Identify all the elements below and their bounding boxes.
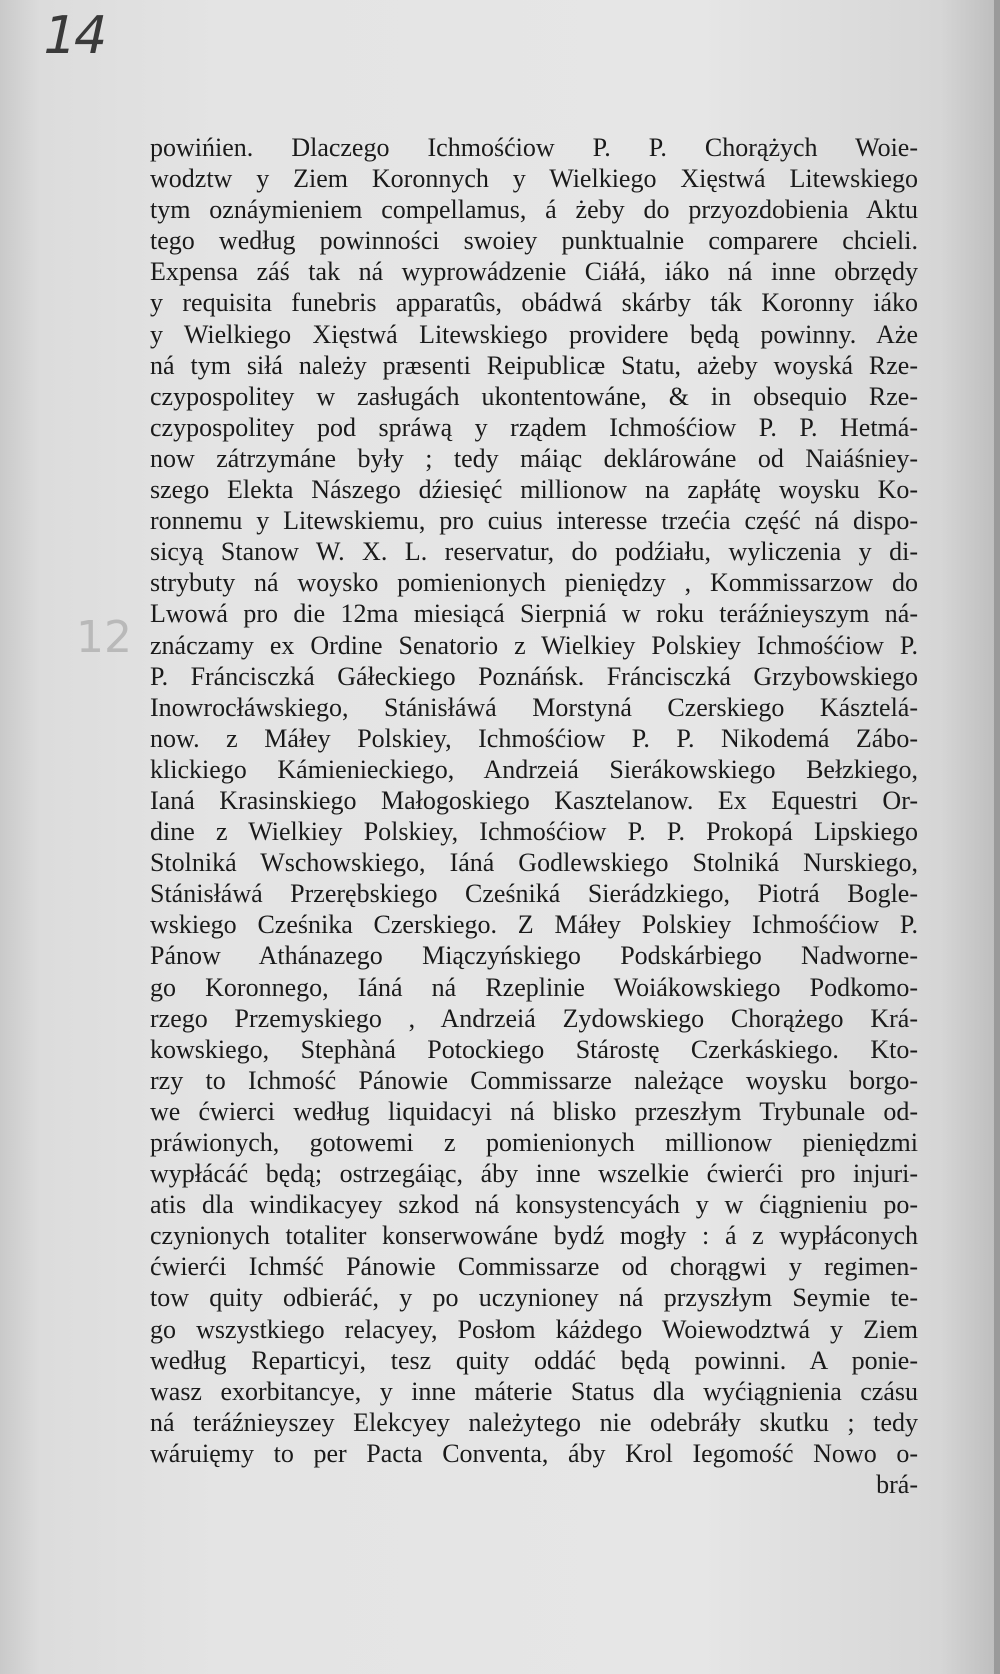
folio-number: 14: [36, 6, 112, 66]
text-line: kowskiego, Stephàná Potockiego Stárostę Czerkáskiego. Kto-: [150, 1034, 918, 1064]
text-line: y Wielkiego Xięstwá Litewskiego providere będą powinny. Aże: [150, 319, 918, 349]
text-line: ćwierći Ichmść Pánowie Commissarze od chorągwi y regimen-: [150, 1252, 918, 1282]
text-line: dine z Wielkiey Polskiey, Ichmośćiow P. P. Prokopá Lipskiego: [150, 817, 918, 847]
text-line: klickiego Kámienieckiego, Andrzeiá Sierákowskiego Bełzkiego,: [150, 754, 918, 784]
text-line: czynionych totaliter konserwowáne bydź mogły : á z wypłáconych: [150, 1221, 918, 1251]
text-line: we ćwierci według liquidacyi ná blisko przeszłym Trybunale od-: [150, 1096, 918, 1126]
text-line: powińien. Dlaczego Ichmośćiow P. P. Chorążych Woie-: [150, 133, 918, 162]
text-line: atis dla windikacyey szkod ná konsystencyách y w ćiągnieniu po-: [150, 1190, 918, 1220]
text-line: go wszystkiego relacyey, Posłom káżdego Woiewodztwá y Ziem: [150, 1314, 918, 1344]
text-line: według Reparticyi, tesz quity oddáć będą powinni. A ponie-: [150, 1345, 918, 1375]
text-line: go Koronnego, Iáná ná Rzeplinie Woiákowskiego Podkomo-: [150, 972, 918, 1002]
text-line: Ianá Krasinskiego Małogoskiego Kasztelanow. Ex Equestri Or-: [150, 785, 918, 815]
text-line: y requisita funebris apparatûs, obádwá skárby ták Koronny iáko: [150, 288, 918, 318]
text-line: Stolniká Wschowskiego, Iáná Godlewskiego Stolniká Nurskiego,: [150, 848, 918, 878]
text-line: czypospolitey pod spráwą y rządem Ichmośćiow P. P. Hetmá-: [150, 412, 918, 442]
text-line: P. Fráncisczká Gáłeckiego Poznáńsk. Fráncisczká Grzybowskiego: [150, 661, 918, 691]
text-line: rzy to Ichmość Pánowie Commissarze należące woysku borgo-: [150, 1065, 918, 1095]
text-line: práwionych, gotowemi z pomienionych millionow pieniędzmi: [150, 1128, 918, 1157]
text-line: rzego Przemyskiego , Andrzeiá Zydowskiego Chorążego Krá-: [150, 1003, 918, 1033]
text-line: brá-: [876, 1470, 918, 1500]
text-line: wasz exorbitancye, y inne máterie Status dla wyćiągnienia czásu: [150, 1376, 918, 1406]
text-line: now. z Máłey Polskiey, Ichmośćiow P. P. Nikodemá Zábo-: [150, 723, 918, 753]
text-line: Inowrocłáwskiego, Stánisłáwá Morstyná Czerskiego Kásztelá-: [150, 692, 918, 722]
text-line: ná teráźnieyszey Elekcyey należytego nie odebráły skutku ; tedy: [150, 1407, 918, 1437]
text-line: Stánisłáwá Przerębskiego Cześniká Sierádzkiego, Piotrá Bogle-: [150, 879, 918, 909]
text-line: tow quity odbieráć, y po uczynioney ná przyszłym Seymie te-: [150, 1283, 918, 1313]
text-line: wskiego Cześnika Czerskiego. Z Máłey Polskiey Ichmośćiow P.: [150, 910, 918, 940]
text-line: now zátrzymáne były ; tedy máiąc deklárowáne od Naiáśniey-: [150, 443, 918, 473]
text-line: Pánow Athánazego Miączyńskiego Podskárbiego Nadworne-: [150, 941, 918, 971]
page-edge: [994, 0, 1000, 1674]
text-line: wodztw y Ziem Koronnych y Wielkiego Xięstwá Litewskiego: [150, 164, 918, 194]
text-line: wáruięmy to per Pacta Conventa, áby Krol Iegomość Nowo o-: [150, 1438, 918, 1468]
text-line: ná tym siłá należy præsenti Reipublicæ Statu, ażeby woyská Rze-: [150, 350, 918, 380]
text-line: Expensa záś tak ná wyprowádzenie Ciáłá, iáko ná inne obrzędy: [150, 257, 918, 287]
text-line: szego Elekta Nászego dźiesięć millionow na zapłátę woysku Ko-: [150, 475, 918, 505]
margin-pencil-mark: 12: [76, 612, 132, 663]
text-line: wypłácáć będą; ostrzegáiąc, áby inne wszelkie ćwierći pro injuri-: [150, 1159, 918, 1189]
text-line: znáczamy ex Ordine Senatorio z Wielkiey Polskiey Ichmośćiow P.: [150, 630, 918, 660]
text-line: tym oznáymieniem compellamus, á żeby do przyozdobienia Aktu: [150, 195, 918, 225]
text-line: tego według powinności swoiey punktualnie comparere chcieli.: [150, 226, 918, 256]
text-line: strybuty ná woysko pomienionych pieniędzy , Kommissarzow do: [150, 568, 918, 598]
text-line: czypospolitey w zasługách ukontentowáne, & in obsequio Rze-: [150, 381, 918, 411]
text-line: Lwowá pro die 12ma miesiącá Sierpniá w roku teráźnieyszym ná-: [150, 599, 918, 629]
body-text: [150, 132, 918, 1500]
text-line: sicyą Stanow W. X. L. reservatur, do podźiału, wyliczenia y di-: [150, 537, 918, 567]
text-line: ronnemu y Litewskiemu, pro cuius interesse trzećia część ná dispo-: [150, 506, 918, 536]
